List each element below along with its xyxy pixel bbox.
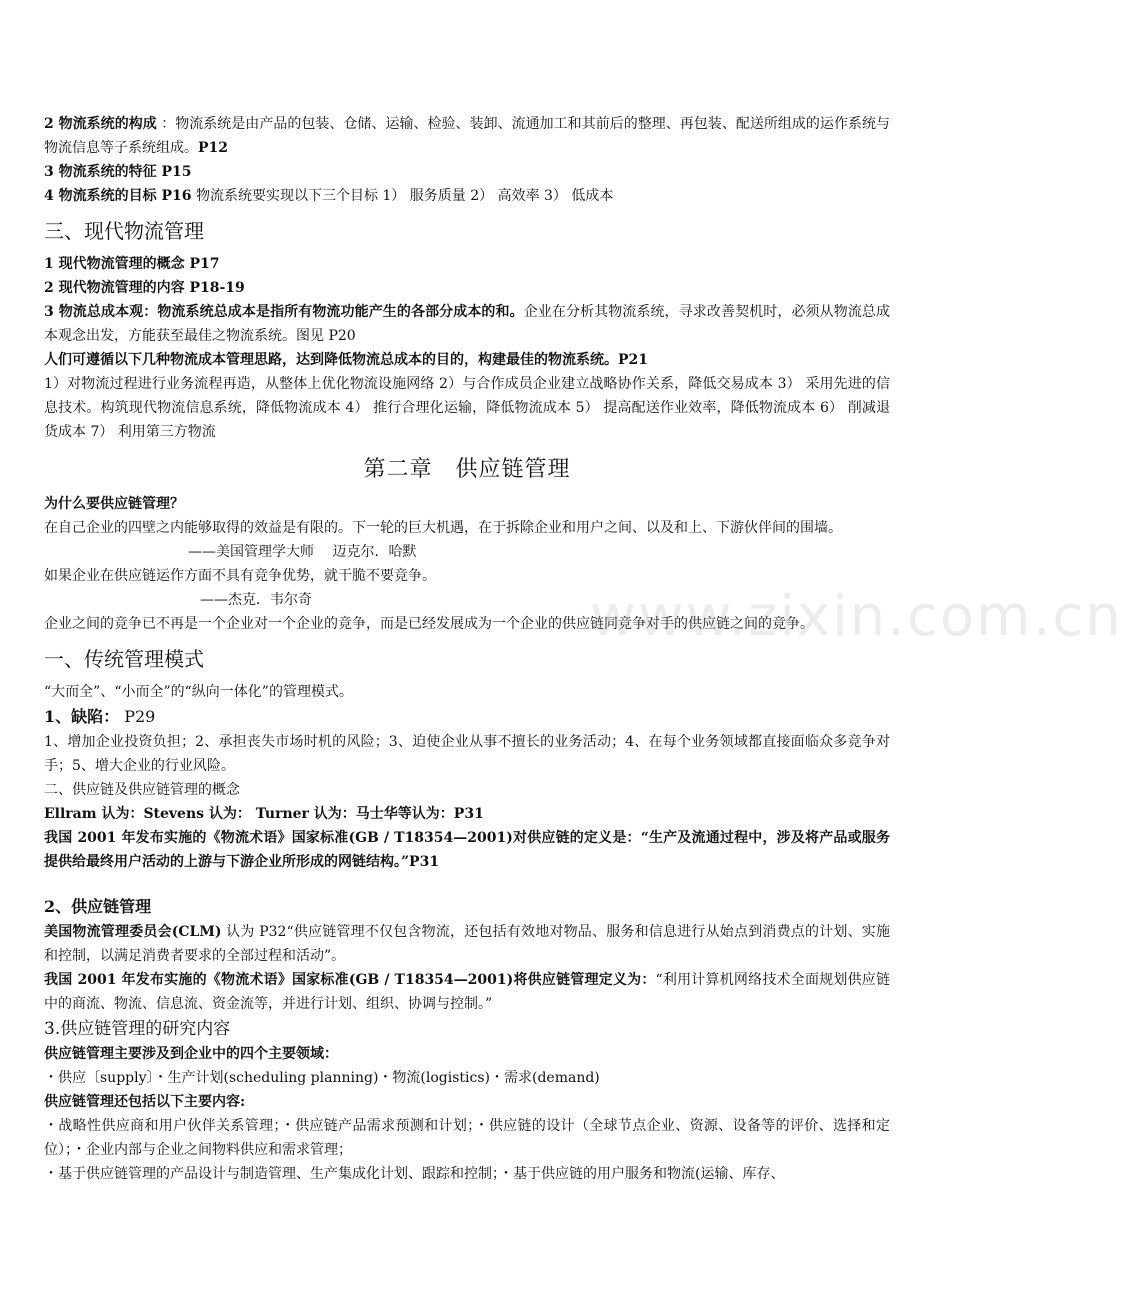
item-modern-logistics-content: 2 现代物流管理的内容 P18-19: [44, 280, 245, 296]
page-ref: P12: [198, 140, 229, 156]
heading-system-composition: 2 物流系统的构成: [44, 116, 157, 132]
competition-paragraph: 企业之间的竞争已不再是一个企业对一个企业的竞争，而是已经发展成为一个企业的供应链同竞争对手的供应链之间的竞争。: [44, 616, 814, 632]
section-heading-modern-logistics: 三、现代物流管理: [44, 219, 204, 243]
gb-scm-head: 我国 2001 年发布实施的《物流术语》国家标准(GB / T18354—2001)将供应链管理定义为：: [44, 972, 656, 988]
system-composition-line: [44, 112, 890, 160]
document-page: [44, 112, 890, 1186]
section-heading-traditional: 一、传统管理模式: [44, 647, 204, 671]
defects-heading: [44, 704, 890, 730]
defects-label: 1、缺陷：: [44, 707, 120, 726]
total-cost-paragraph: [44, 300, 890, 348]
more-content-heading: 供应链管理还包括以下主要内容:: [44, 1094, 246, 1110]
defects-ref: P29: [119, 707, 156, 726]
why-scm-heading: 为什么要供应链管理？: [44, 496, 184, 512]
total-cost-head: 3 物流总成本观：物流系统总成本是指所有物流功能产生的各部分成本的和。: [44, 304, 524, 320]
more-content-list-1: ・战略性供应商和用户伙伴关系管理；・供应链产品需求预测和计划；・供应链的设计（全球节点企业、资源、设备等的评价、选择和定位）；・企业内部与企业之间物料供应和需求管理；: [44, 1118, 890, 1158]
blank-line: [44, 874, 890, 894]
traditional-mode-text: “大而全”、“小而全”的“纵向一体化”的管理模式。: [44, 684, 353, 700]
quote-hammer-attribution: ——美国管理学大师 迈克尔．哈默: [188, 544, 417, 560]
item-modern-logistics-concept: 1 现代物流管理的概念 P17: [44, 256, 220, 272]
total-cost-text: 企业在分析其物流系统，寻求改善契机时，必须从物流总成本观念出发，方能获至最佳之物流系统。图见 P20: [44, 304, 890, 344]
clm-paragraph: [44, 920, 890, 968]
gb-scm-text: “利用计算机网络技术全面规划供应链中的商流、物流、信息流、资金流等，并进行计划、组织、协调与控制。”: [44, 972, 890, 1012]
clm-head: 美国物流管理委员会(CLM): [44, 924, 222, 940]
scm-heading: 2、供应链管理: [44, 897, 152, 916]
four-areas-heading: 供应链管理主要涉及到企业中的四个主要领域：: [44, 1046, 338, 1062]
system-goals-text: 物流系统要实现以下三个目标 1） 服务质量 2） 高效率 3） 低成本: [191, 188, 614, 204]
system-composition-text: ：物流系统是由产品的包装、仓储、运输、检验、装卸、流通加工和其前后的整理、再包装、配送所组成的运作系统与物流信息等子系统组成。: [44, 116, 890, 156]
gb-scm-paragraph: [44, 968, 890, 1016]
clm-text: 认为 P32“供应链管理不仅包含物流，还包括有效地对物品、服务和信息进行从始点到消费点的计划、实施和控制，以满足消费者要求的全部过程和活动”。: [44, 924, 890, 964]
heading-system-goals: 4 物流系统的目标 P16: [44, 188, 192, 204]
cost-approach-line: 人们可遵循以下几种物流成本管理思路，达到降低物流总成本的目的，构建最佳的物流系统。P21: [44, 352, 649, 368]
more-content-list-2: ・基于供应链管理的产品设计与制造管理、生产集成化计划、跟踪和控制；・基于供应链的用户服务和物流(运输、库存、: [44, 1166, 785, 1182]
chapter-title: 第二章 供应链管理: [363, 457, 571, 482]
scm-concept-heading: 二、供应链及供应链管理的概念: [44, 782, 240, 798]
watermark: www.zixin.com.cn: [590, 584, 1123, 649]
four-areas-list: ・供应〔supply〕・生产计划(scheduling planning)・物流(logistics)・需求(demand): [44, 1070, 600, 1086]
heading-system-features: 3 物流系统的特征 P15: [44, 164, 192, 180]
quote-hammer: 在自己企业的四壁之内能够取得的效益是有限的。下一轮的巨大机遇，在于拆除企业和用户之间、以及和上、下游伙伴间的围墙。: [44, 520, 842, 536]
authors-line: Ellram 认为：Stevens 认为： Turner 认为：马士华等认为：P31: [44, 806, 484, 822]
quote-welch: 如果企业在供应链运作方面不具有竞争优势，就干脆不要竞争。: [44, 568, 436, 584]
research-content-heading: 3.供应链管理的研究内容: [44, 1019, 231, 1039]
quote-welch-attribution: ——杰克．韦尔奇: [200, 592, 312, 608]
system-goals-line: [44, 184, 890, 208]
cost-approach-list: 1）对物流过程进行业务流程再造，从整体上优化物流设施网络 2）与合作成员企业建立战略协作关系，降低交易成本 3） 采用先进的信息技术。构筑现代物流信息系统，降低物流成本 4） 推行合理化运输，降低物流成本 5） 提高配送作业效率，降低物流成本 6） 削减退货成本 7） 利用第三方物流: [44, 376, 890, 440]
supply-chain-definition: 我国 2001 年发布实施的《物流术语》国家标准(GB / T18354—2001)对供应链的定义是：“生产及流通过程中，涉及将产品或服务提供给最终用户活动的上游与下游企业所形成的网链结构。”P31: [44, 830, 890, 870]
defects-list: 1、增加企业投资负担；2、承担丧失市场时机的风险；3、迫使企业从事不擅长的业务活动；4、在每个业务领域都直接面临众多竞争对手；5、增大企业的行业风险。: [44, 734, 890, 774]
